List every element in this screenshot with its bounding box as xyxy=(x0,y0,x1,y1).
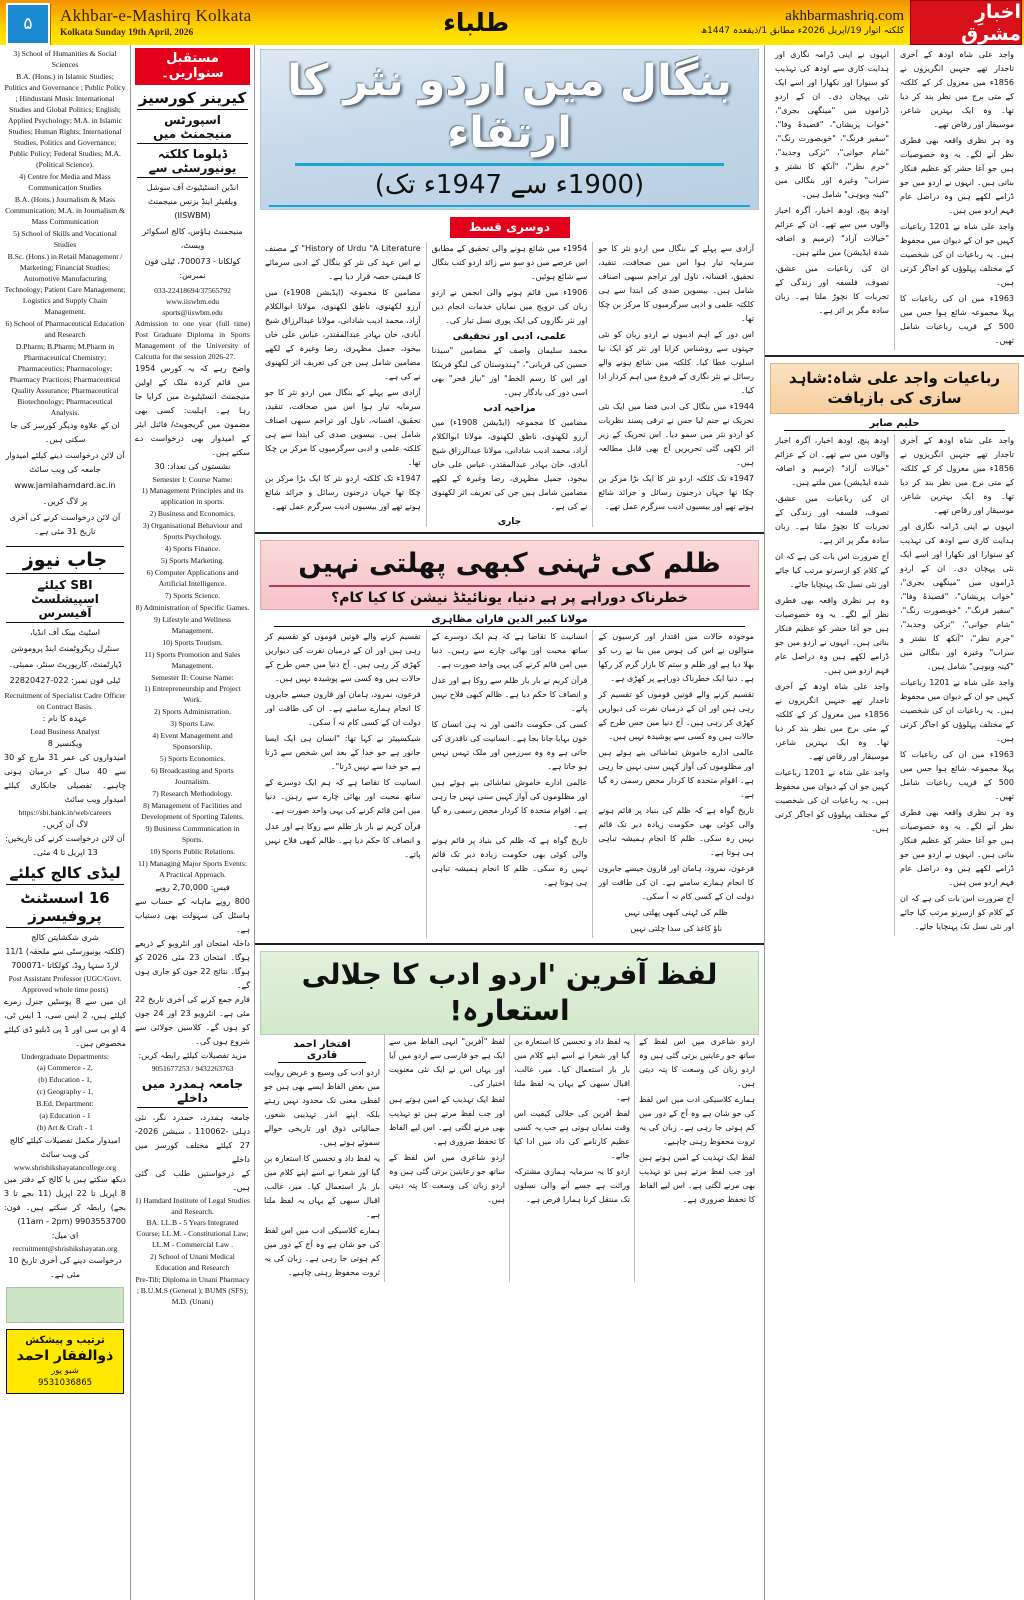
rubaiyat-headline-box xyxy=(770,363,1019,414)
paragraph: 1947ء تک کلکتہ اردو نثر کا ایک بڑا مرکز بن چکا تھا جہاں درجنوں رسائل و جرائد شائع ہوتے تھے اور بیسیوں ادیب سرگرم عمل تھے۔ xyxy=(264,474,421,512)
paragraph: انہوں نے اپنی ڈرامہ نگاری اور ہدایت کاری سے اودھ کی تہذیب کو سنوارا اور نکھارا اور اسے ایک نئی پہچان دی۔ ان کے اردو ڈراموں میں "مینگھی بجری"، "خواب پریشاں"، "قصیدۂ وفا"، "سفیر فرنگ"، "خوبصورت رنگ"، "شام جوانی"، "ترکی وجدید"، "جرم نظر"، "آنکھ کا نشتر و سراب" وغیرہ اور بنگالی میں "کینہ ویوہی" شامل ہیں۔ xyxy=(775,50,889,199)
paragraph: ان کی رباعیات میں عشق، تصوف، فلسفہ اور زندگی کے تجربات کا نچوڑ ملتا ہے۔ زبان سادہ مگر پر اثر ہے۔ xyxy=(775,264,889,315)
paragraph: واجد علی شاہ نے 1201 رباعیات کہیں جو ان کے دیوان میں محفوظ ہیں۔ یہ رباعیات ان کی شخصیت کے مختلف پہلوؤں کو اجاگر کرتی ہیں۔ xyxy=(900,222,1014,287)
paragraph: آزادی سے پہلے کے بنگال میں اردو نثر کا جو سرمایہ تیار ہوا اس میں صحافت، تنقید، تحقیق، افسانہ، ناول اور تراجم سبھی اصناف شامل ہیں۔ بیسویں صدی کی ابتدا سے ہی کلکتہ علمی و ادبی سرگرمیوں کا مرکز بن چکا تھا۔ xyxy=(598,244,754,324)
seats-count: نشستوں کی تعداد: 30 xyxy=(154,462,231,471)
paragraph: انسانیت کا تقاضا ہے کہ ہم ایک دوسرے کے ساتھ محبت اور بھائی چارے سے رہیں۔ دنیا میں امن قائم کرنے کی یہی واحد صورت ہے۔ xyxy=(431,631,588,669)
jamia-course-list xyxy=(135,1217,250,1307)
department-item: (a) Education - 1 xyxy=(39,1111,91,1120)
rubaiyat-paragraphs xyxy=(775,434,889,836)
website-link[interactable]: akhbarmashriq.com xyxy=(785,7,904,24)
oppression-paragraphs xyxy=(265,630,421,862)
paragraph: واجد علی شاہ اودھ کے آخری تاجدار تھے جنہیں انگریزوں نے 1856ء میں معزول کر کے کلکتہ کے متی برج میں نظر بند کر دیا تھا۔ وہ ایک بہترین شاعر، موسیقار اور رقاص تھے۔ xyxy=(775,681,889,761)
department-item: (b) Education - 1, xyxy=(38,1075,92,1084)
course-item: 9) Business Communication in Sports. xyxy=(145,824,240,844)
right-top-column-1 xyxy=(894,48,1019,350)
course-item: 4) Event Management and Sponsorship. xyxy=(152,731,233,751)
page-number-badge xyxy=(6,3,50,45)
paragraph: فرعون، نمرود، ہامان اور قارون جیسے جابروں کا انجام ہمارے سامنے ہے۔ ان کی طاقت اور دولت ان کے کسی کام نہ آ سکی۔ xyxy=(598,863,754,901)
paragraph: واجد علی شاہ نے 1201 رباعیات کہیں جو ان کے دیوان میں محفوظ ہیں۔ یہ رباعیات ان کی شخصیت کے مختلف پہلوؤں کو اجاگر کرتی ہیں۔ xyxy=(775,767,889,833)
right-top-text xyxy=(765,45,1024,350)
paragraph: 1954ء میں شائع ہونے والی تحقیق کے مطابق اس عرصے میں دو سو سے زائد اردو کتب بنگال سے شائع ہوئیں۔ xyxy=(431,244,588,282)
institute-phone[interactable]: 033-22418694/37565792 xyxy=(154,286,231,295)
rubaiyat-body-columns xyxy=(770,434,1019,936)
course-item: 5) School of Skills and Vocational Studies xyxy=(13,229,117,249)
email-address[interactable]: recruitment@shrishikshayatan.org xyxy=(12,1244,118,1253)
article-rubaiyat xyxy=(765,363,1024,936)
sbi-last-date: آن لائن درخواست کرنے کی تاریخیں: 13 اپریل تا 4 مئی۔ xyxy=(5,834,125,857)
credits-city: شیو پور xyxy=(51,1366,79,1376)
lafz-paragraphs xyxy=(264,1066,380,1280)
paragraph: واجد علی شاہ نے 1201 رباعیات کہیں جو ان کے دیوان میں محفوظ ہیں۔ یہ رباعیات ان کی شخصیت کے مختلف پہلوؤں کو اجاگر کرتی ہیں۔ xyxy=(900,677,1014,743)
couplet-line: ناؤ کاغذ کی سدا چلتی نہیں xyxy=(630,923,722,933)
paragraph: تاریخ گواہ ہے کہ ظلم کی بنیاد پر قائم ہونے والی کوئی بھی حکومت زیادہ دیر تک قائم نہیں رہ سکی۔ ظلم کا انجام ہمیشہ تباہی ہی ہوتا ہے۔ xyxy=(598,805,754,857)
department-heading: Undergraduate Departments: xyxy=(21,1052,109,1061)
newspaper-logo-label: اخبارِ مشرق xyxy=(961,0,1021,45)
sbi-careers-url[interactable]: https://sbi.bank.in/web/careers xyxy=(18,808,112,817)
column-main-features xyxy=(255,45,765,1600)
course-item: 4) Sports Finance. xyxy=(164,544,221,553)
paragraph: 1963ء میں ان کی رباعیات کا پہلا مجموعہ شائع ہوا جس میں 500 کے قریب رباعیات شامل تھیں۔ xyxy=(900,294,1014,345)
lead-body-columns xyxy=(260,242,759,527)
lady-college-reservation: ان میں سے 8 پوسٹیں جنرل زمرے کیلئے ہیں، 2 ایس سی، 1 ایس ٹی، 4 او بی سی اور 1 پی ڈبلیو ڈی کیلئے مخصوص ہیں۔ xyxy=(4,997,127,1048)
course-item: 5) Sports Marketing. xyxy=(160,556,225,565)
course-item: 11) Sports Promotion and Sales Management. xyxy=(144,650,241,670)
section-divider-3 xyxy=(765,355,1024,357)
paragraph: 1947ء تک کلکتہ اردو نثر کا ایک بڑا مرکز بن چکا تھا جہاں درجنوں رسائل و جرائد شائع ہوتے تھے اور بیسیوں ادیب سرگرم عمل تھے۔ xyxy=(598,474,754,512)
paragraph: وہ ہر نظری واقعہ بھی فطری نظر آنے لگے۔ یہ وہ خصوصیات ہیں جو آغا حشر کو عظیم فنکار بناتی ہیں۔ انہوں نے اردو میں جو ڈرامے لکھے ہیں وہ دراصل عام فہم اردو میں ہیں۔ xyxy=(900,807,1014,887)
paragraph: انسانیت کا تقاضا ہے کہ ہم ایک دوسرے کے ساتھ محبت اور بھائی چارے سے رہیں۔ دنیا میں امن قائم کرنے کی یہی واحد صورت ہے۔ xyxy=(264,777,421,815)
paragraph: لفظ آفرین کی جلالی کیفیت اس وقت نمایاں ہوتی ہے جب یہ کسی عظیم کارنامے کی داد میں ادا کیا جائے۔ xyxy=(514,1109,630,1161)
course-item: 7) Sports Science. xyxy=(164,591,221,600)
course-item: BA. LL.B - 5 Years Integrated Course; LL.M. - Constitutional Law; LL.M - Commercial Law . xyxy=(136,1218,249,1249)
semester1-course-list xyxy=(135,485,250,671)
sbi-heading: SBI کیلئے اسپیشلسٹ آفیسرس xyxy=(6,578,124,623)
course-item: 8) Management of Facilities and Development of Sporting Talents. xyxy=(141,801,244,821)
paragraph: لفظ ایک تہذیب کے امین ہوتے ہیں اور جب لفظ مرتے ہیں تو تہذیب بھی مرنے لگتی ہے۔ اس لیے الفاظ کا تحفظ ضروری ہے۔ xyxy=(639,1153,755,1205)
lady-college-address: (کلکتہ یونیورسٹی سے ملحقہ) 11/1 لارڈ سنہا روڈ، کولکاتا -700071 xyxy=(5,947,125,970)
lady-college-post-title: Post Assistant Professor (UGC/Govt. Approved whole time posts) xyxy=(8,974,122,994)
section-divider-2 xyxy=(255,943,764,945)
note-line: ان کے علاوہ ودیگر کورسز کی جا سکتی ہیں۔ xyxy=(10,421,120,444)
course-item: 10) Sports Public Relations. xyxy=(149,847,236,856)
paragraph: وہ ہر نظری واقعہ بھی فطری نظر آنے لگے۔ یہ وہ خصوصیات ہیں جو آغا حشر کو عظیم فنکار بناتی ہیں۔ انہوں نے اردو میں جو ڈرامے لکھے ہیں وہ دراصل عام فہم اردو میں ہیں۔ xyxy=(900,136,1014,215)
oppression-headline: ظلم کی ٹہنی کبھی پھلتی نہیں xyxy=(298,548,721,580)
jamia-legal-heading: 1) Hamdard Institute of Legal Studies and Research. xyxy=(135,1196,250,1216)
lead-paragraphs xyxy=(432,416,588,514)
paragraph: شیکسپیئر نے کہا تھا: "انسان ہی ایک ایسا جانور ہے جو خدا کے بعد اس شخص سے ڈرتا ہے جو خدا سے نہیں ڈرتا"۔ xyxy=(264,733,421,771)
paragraph: محمد سلیمان واصف کے مضامین "سیدنا حسین کی قربانی"، "ہندوستان کی لنگو فرینکا اور اس کا رسم الخط" اور "نیاز فجر" بھی اسی دور کی یادگار ہیں۔ xyxy=(431,346,588,398)
lafz-paragraphs xyxy=(514,1035,630,1207)
eligibility-note: واضح رہے کہ یہ کورس 1954 میں قائم کردہ ملک کے اولین منیجمنٹ انسٹیٹیوٹ میں کرایا جا رہا ہے۔ اہلیت: کسی بھی مضمون میں گریجویٹ/ فائنل ایئر کے امیدوار بھی درخواست دے سکتے ہیں۔ xyxy=(135,364,250,457)
continued-label: جاری xyxy=(497,517,522,528)
credits-label: ترتیب و پیشکش xyxy=(25,1335,105,1346)
paragraph: اس دور کے اہم ادیبوں نے اردو زبان کو نئی جہتوں سے روشناس کرایا اور نثر کو ایک نیا اسلوب عطا کیا۔ کلکتہ میں شائع ہونے والے رسائل نے نثر نگاری کے فروغ میں اہم کردار ادا کیا۔ xyxy=(598,330,754,396)
contact-label: مزید تفصیلات کیلئے رابطہ کریں: xyxy=(138,1051,247,1060)
article-lafz-aafreen xyxy=(255,951,764,1283)
credits-box xyxy=(6,1329,124,1394)
paragraph: آج ضرورت اس بات کی ہے کہ ان کے کلام کو ازسرنو مرتب کیا جائے اور نئی نسل تک پہنچایا جائے۔ xyxy=(900,893,1014,931)
paragraph: ان کی رباعیات میں عشق، تصوف، فلسفہ اور زندگی کے تجربات کا نچوڑ ملتا ہے۔ زبان سادہ مگر پر اثر ہے۔ xyxy=(775,493,889,545)
paragraph: کسی کی حکومت دائمی اور نہ ہی انسان کا خون بہایا جانا بجا ہے۔ انسانیت کی ناقدری کی جاتی ہے وہ وہ سرزمین اور ملک تہس نہس ہو جاتا ہے۔ xyxy=(431,719,588,771)
jamia-website-link[interactable]: www.jamiahamdard.ac.in xyxy=(14,481,116,490)
paragraph: فرعون، نمرود، ہامان اور قارون جیسے جابروں کا انجام ہمارے سامنے ہے۔ ان کی طاقت اور دولت ان کے کسی کام نہ آ سکی۔ xyxy=(264,689,421,727)
sbi-age-criteria: امیدواروں کی عمر 31 مارچ کو 30 سے 40 سال کے درمیان ہونی چاہیے۔ تفصیلی جانکاری کیلئے امیدوار ویب سائٹ xyxy=(4,753,127,804)
hostel-note: 800 روپے ماہانہ کے حساب سے ہاسٹل کی سہولت بھی دستیاب ہے۔ xyxy=(135,897,250,934)
department-item: B.Ed. Department: xyxy=(36,1099,94,1108)
masthead xyxy=(0,0,1024,45)
paragraph: ہمارے کلاسیکی ادب میں اس لفظ کی جو شان ہے وہ آج کے دور میں کم ہوتی جا رہی ہے۔ زبان کی یہ ثروت محفوظ رہنی چاہیے۔ xyxy=(639,1095,755,1147)
lead-title-box xyxy=(260,49,759,210)
course-item: 11) Managing Major Sports Events: A Practical Approach. xyxy=(138,859,247,879)
paragraph: قرآن کریم نے بار بار ظلم سے روکا ہے اور عدل و انصاف کا حکم دیا ہے۔ ظالم کبھی فلاح نہیں پاتے۔ xyxy=(264,821,421,859)
paragraph: عالمی ادارے خاموش تماشائی بنے ہوئے ہیں اور مظلوموں کی آواز کہیں سنی نہیں جا رہی ہے۔ اقوام متحدہ کا کردار محض رسمی رہ گیا ہے۔ xyxy=(598,747,754,799)
sports-management-heading: اسپورٹس منیجمنٹ میں xyxy=(137,113,248,144)
course-item: 3) School of Humanities & Social Sciences xyxy=(13,49,117,69)
installment-badge: دوسری قسط xyxy=(450,217,570,238)
paragraph: لفظ ایک تہذیب کے امین ہوتے ہیں اور جب لفظ مرتے ہیں تو تہذیب بھی مرنے لگتی ہے۔ اس لیے الفاظ کا تحفظ ضروری ہے۔ xyxy=(389,1095,505,1147)
lead-column-3 xyxy=(260,242,426,527)
rubaiyat-paragraphs xyxy=(900,434,1014,934)
lead-subhead-2: مزاحیہ ادب xyxy=(483,403,536,415)
paragraph: آج ضرورت اس بات کی ہے کہ ان کے کلام کو ازسرنو مرتب کیا جائے اور نئی نسل تک پہنچایا جائے۔ xyxy=(775,551,889,589)
article-oppression xyxy=(255,540,764,937)
paragraph: انہوں نے اپنی ڈرامہ نگاری اور ہدایت کاری سے اودھ کی تہذیب کو سنوارا اور نکھارا اور اسے ایک نئی پہچان دی۔ ان کے اردو ڈراموں میں "مینگھی بجری"، "خواب پریشاں"، "قصیدۂ وفا"، "سفیر فرنگ"، "خوبصورت رنگ"، "شام جوانی"، "ترکی وجدید"، "جرم نظر"، "آنکھ کا نشتر و سراب" وغیرہ اور بنگالی میں "کینہ ویوہی" شامل ہیں۔ xyxy=(900,521,1014,671)
lafz-body-columns xyxy=(260,1035,759,1282)
course-item: 8) Administration of Specific Games. xyxy=(135,603,250,612)
sbi-designation-label: عہدہ کا نام : xyxy=(42,714,88,723)
address-line: انڈین انسٹیٹیوٹ آف سوشل ویلفیئر اینڈ بزنس منیجمنٹ (IISWBM) xyxy=(146,183,239,220)
lafz-column-3 xyxy=(384,1035,509,1282)
paragraph: ہمارے کلاسیکی ادب میں اس لفظ کی جو شان ہے وہ آج کے دور میں کم ہوتی جا رہی ہے۔ زبان کی یہ ثروت محفوظ رہنی چاہیے۔ xyxy=(264,1226,380,1278)
paragraph: History of Urdu "A Literature" کے مصنف نے اس عہد کی نثر کو بنگال کے ادبی سرمائے کا قیمتی حصہ قرار دیا ہے۔ xyxy=(264,244,421,282)
paragraph: تقسیم کرنے والے قوتیں قوموں کو تقسیم کر رہی ہیں اور ان کے درمیان نفرت کی دیواریں کھڑی کر رہی ہیں۔ آج دنیا میں جس طرح کے حالات ہیں وہ کسی سے پوشیدہ نہیں ہیں۔ xyxy=(598,689,754,741)
section-title xyxy=(251,8,700,37)
column-classifieds-1 xyxy=(0,45,131,1600)
sbi-vacancy-count: ویکنسیز 8 xyxy=(47,739,83,748)
paragraph: اودھ پنچ، اودھ اخبار، آگرہ اخبار والوں میں سے تھے۔ ان کے عزائم "خیالات آزاد" (ترمیم و اضافہ شدہ ایڈیشن) میں ملتے ہیں۔ xyxy=(775,435,889,487)
course-item: 1) Management Principles and its application in sports. xyxy=(141,486,244,506)
headline-underline-2 xyxy=(269,205,750,208)
rubaiyat-column-1 xyxy=(894,434,1019,936)
oppression-column-1 xyxy=(592,630,759,938)
phone-line[interactable]: ٹیلی فون نمبر: 022-22820427 xyxy=(9,676,121,685)
diploma-heading: ڈپلوما کلکتہ یونیورسٹی سے xyxy=(137,147,248,178)
oppression-author: مولانا کبیر الدین فاران مظاہری xyxy=(274,614,745,627)
semester2-heading: Semester II: Course Name: xyxy=(151,673,234,682)
masthead-right xyxy=(701,7,904,38)
right-top-columns xyxy=(770,48,1019,350)
lead-paragraphs xyxy=(432,242,588,328)
paragraph: موجودہ حالات میں اقتدار اور کرسیوں کے متوالوں نے اس کی ہوس میں بنا نے رب کو بھلا دیا ہے اور ظلم و ستم کا بازار گرم کر رکھا ہے۔ دنیا ایک خطرناک دوراہے پر کھڑی ہے۔ xyxy=(598,631,754,683)
lafz-headline: لفظ آفرین 'اردو ادب کا جلالی استعارہ! xyxy=(301,957,718,1027)
paragraph: 1906ء میں قائم ہونے والی انجمن نے اردو زبان کی ترویج میں نمایاں خدمات انجام دیں اور نثر نگاروں کی ایک پوری نسل تیار کی۔ xyxy=(431,288,588,326)
lafz-author: افتخار احمد قادری xyxy=(278,1039,366,1063)
address-line: اسٹیٹ بینک آف انڈیا، xyxy=(30,628,100,637)
course-item: 10) Sports Tourism. xyxy=(162,638,223,647)
course-item: D.Pharm; B.Pharm; M.Pharm in Pharmaceutical Chemistry; Pharmaceutics; Pharmacology; Pharmacy Practices; Pharmaceutical Quality Assurance; Pharmaceutical Biotechnology; Pharmaceutical Analysis. xyxy=(9,342,121,417)
credits-name: ذوالفقار احمد xyxy=(16,1348,114,1364)
institute-website[interactable]: www.iiswbm.edu xyxy=(165,297,220,306)
sbi-url-note: لاگ آن کریں۔ xyxy=(41,820,89,829)
course-item: 2) School of Unani Medical Education and Research xyxy=(150,1252,235,1272)
semester1-heading: Semester I: Course Name: xyxy=(152,475,233,484)
lafz-headline-box xyxy=(260,951,759,1036)
paragraph: یہ لفظ داد و تحسین کا استعارہ بن گیا اور شعرا نے اسے اپنے کلام میں بار بار استعمال کیا۔ میر، غالب، اقبال سبھی کے یہاں یہ لفظ ملتا ہے۔ xyxy=(264,1154,380,1220)
lead-paragraphs xyxy=(598,242,754,514)
note-line: آن لائن درخواست کرنے کی آخری تاریخ 31 مئی ہے۔ xyxy=(9,513,121,536)
oppression-subheadline: خطرناک دوراہے پر ہے دنیا، یونائیٹڈ نیشن کا کیا کام؟ xyxy=(331,589,688,606)
jamia-admissions-heading: جامعہ ہمدرد میں داخلے xyxy=(137,1077,248,1108)
paragraph: وہ ہر نظری واقعہ بھی فطری نظر آنے لگے۔ یہ وہ خصوصیات ہیں جو آغا حشر کو عظیم فنکار بناتی ہیں۔ انہوں نے اردو میں جو ڈرامے لکھے ہیں وہ دراصل عام فہم اردو میں ہیں۔ xyxy=(775,595,889,675)
oppression-body-columns xyxy=(260,630,759,938)
oppression-closing-couplet xyxy=(598,906,754,936)
sbi-designation: Lead Business Analyst xyxy=(30,727,100,736)
paragraph: آزادی سے پہلے کے بنگال میں اردو نثر کا جو سرمایہ تیار ہوا اس میں صحافت، تنقید، تحقیق، افسانہ، ناول اور تراجم سبھی اصناف شامل ہیں۔ بیسویں صدی کی ابتدا سے ہی کلکتہ علمی و ادبی سرگرمیوں کا مرکز بن چکا تھا۔ xyxy=(264,388,421,468)
course-item: 6) School of Pharmaceutical Education and Research xyxy=(5,319,125,339)
lady-college-website[interactable]: www.shrishikshayatancollege.org xyxy=(13,1163,117,1172)
rubaiyat-headline: رباعیات واجد علی شاہ:شاہد سازی کی بازیافت xyxy=(788,369,1001,408)
course-list-humanities xyxy=(4,48,126,418)
paragraph: مضامین کا مجموعہ (ایڈیشن 1908ء) میں آرزو لکھنوی، ناطق لکھنوی، مولانا ابوالکلام آزاد، محمد ادیب شادانی، مولانا عبدالرزاق شیخ آبادی، خان بہادر عبدالمقتدر، عباس علی خاں بیخود، جمیل مظہری، رضا وغیرہ کے لکھے مضامین شامل ہیں جن کی تعریف اثر لکھنوی نے کی ہے۔ xyxy=(264,288,421,382)
paragraph: عالمی ادارے خاموش تماشائی بنے ہوئے ہیں اور مظلوموں کی آواز کہیں سنی نہیں جا رہی ہے۔ اقوام متحدہ کا کردار محض رسمی رہ گیا ہے۔ xyxy=(431,777,588,829)
paragraph: تقسیم کرنے والے قوتیں قوموں کو تقسیم کر رہی ہیں اور ان کے درمیان نفرت کی دیواریں کھڑی کر رہی ہیں۔ آج دنیا میں جس طرح کے حالات ہیں وہ کسی سے پوشیدہ نہیں ہیں۔ xyxy=(264,631,421,683)
jamia-intro: جامعہ ہمدرد، حمدرد نگر، نئی دہلی -110062 ، سیشن 2026-27 کیلئے مختلف کورسز میں داخلے xyxy=(135,1113,250,1164)
sbi-post-title: Recruitment of Specialist Cadre Officer on Contract Basis. xyxy=(4,691,126,711)
rubaiyat-intro-paragraphs xyxy=(775,48,889,318)
oppression-headline-box xyxy=(260,540,759,609)
course-item: B.A. (Hons.) Journalism & Mass Communication; M.A. in Journalism & Mass Communication xyxy=(5,195,125,226)
semester2-course-list xyxy=(135,683,250,880)
course-item: 4) Centre for Media and Mass Communication Studies xyxy=(19,172,111,192)
course-item: 3) Organisational Behaviour and Sports Psychology. xyxy=(142,521,243,541)
course-item: B.A. (Hons.) in Islamic Studies; Politics and Governance ; Public Policy ; Hindustani Music International Studies and Global Politics; English; Applied Psychology; M.A. in Islamic Studies; Human Rights; International Studies, Politics and Governance; Public Policy; Federal Studies; M.A. (Political Science). xyxy=(4,72,126,169)
jamia-intro-2: کے درخواستیں طلب کی گئی ہیں۔ xyxy=(135,1169,250,1192)
email-label: ای میل: xyxy=(51,1231,79,1240)
edition-date-en: Kolkata Sunday 19th April, 2026 xyxy=(60,27,194,38)
note-line: پر لاگ کریں۔ xyxy=(42,497,88,506)
career-courses-heading: کیرینر کورسیز xyxy=(137,89,248,110)
lafz-column-2 xyxy=(509,1035,634,1282)
masthead-left xyxy=(60,6,251,38)
rubaiyat-author: حلیم صابر xyxy=(784,418,1005,431)
institute-email[interactable]: sports@iiswbm.edu xyxy=(162,308,223,317)
page-number-label: ۵ xyxy=(23,14,33,34)
department-item: (c) Geography - 1, xyxy=(36,1087,94,1096)
paragraph: اردو ادب کی وسیع و عریض روایت میں بعض الفاظ ایسے بھی ہیں جو لفظی معنی تک محدود نہیں رہتے بلکہ اپنے اندر تہذیبی شعور، جمالیاتی ذوق اور تاریخی حوالے سموئے ہوتے ہیں۔ xyxy=(264,1068,380,1148)
oppression-column-2 xyxy=(426,630,593,938)
paragraph: یہ لفظ داد و تحسین کا استعارہ بن گیا اور شعرا نے اسے اپنے کلام میں بار بار استعمال کیا۔ میر، غالب، اقبال سبھی کے یہاں یہ لفظ ملتا ہے۔ xyxy=(514,1037,630,1103)
note-line: آن لائن درخواست دینے کیلئے امیدوار جامعہ کی ویب سائٹ xyxy=(5,451,125,474)
department-item: (b) Art & Craft - 1 xyxy=(37,1123,93,1132)
lady-college-heading: لیڈی کالج کیلئے xyxy=(6,864,124,885)
lead-paragraphs xyxy=(432,344,588,400)
career-banner: مستقبل سنواریں۔ xyxy=(135,48,250,85)
paper-title: Akhbar-e-Mashirq Kolkata xyxy=(60,6,252,26)
column-classifieds-2 xyxy=(131,45,255,1600)
apply-deadline: درخواست دینے کی آخری تاریخ 10 مئی ہے۔ xyxy=(8,1256,122,1279)
paragraph: اردو شاعری میں اس لفظ کے ساتھ جو رعایتیں برتی گئی ہیں وہ اردو زبان کی وسعت کا پتہ دیتی ہیں۔ xyxy=(389,1153,505,1205)
course-item: 6) Computer Applications and Artificial Intelligence. xyxy=(146,568,239,588)
paragraph: واجد علی شاہ اودھ کے آخری تاجدار تھے جنہیں انگریزوں نے 1856ء میں معزول کر کے کلکتہ کے متی برج میں نظر بند کر دیا تھا۔ وہ ایک بہترین شاعر، موسیقار اور رقاص تھے۔ xyxy=(900,435,1014,515)
department-item: (a) Commerce - 2, xyxy=(37,1063,93,1072)
paragraph: اردو شاعری میں اس لفظ کے ساتھ جو رعایتیں برتی گئی ہیں وہ اردو زبان کی وسعت کا پتہ دیتی ہیں۔ xyxy=(639,1037,755,1089)
lafz-column-4 xyxy=(260,1035,384,1282)
paragraph: لفظ "آفرین" انہی الفاظ میں سے ایک ہے جو فارسی سے اردو میں آیا اور یہاں اس نے ایک نئی معنویت اختیار کی۔ xyxy=(389,1037,505,1089)
column-right-feature xyxy=(765,45,1024,1600)
lead-subheadline: (1900ء سے 1947ء تک) xyxy=(374,169,645,200)
lead-paragraphs xyxy=(265,242,421,514)
contact-phones[interactable]: 9051677253 / 9432263763 xyxy=(151,1064,234,1073)
paragraph: اودھ پنچ، اودھ اخبار، آگرہ اخبار والوں میں سے تھے۔ ان کے عزائم "خیالات آزاد" (ترمیم و اضافہ شدہ ایڈیشن) میں ملتے ہیں۔ xyxy=(775,206,889,257)
sbi-address-block xyxy=(4,626,126,688)
jamia-apply-notes xyxy=(4,419,126,539)
address-line: سنٹرل ریکروٹمنٹ اینڈ پروموشن xyxy=(10,644,120,653)
lady-college-apply-note: امیدوار مکمل تفصیلات کیلئے کالج کی ویب سائٹ xyxy=(9,1136,121,1159)
address-line: کولکاتا - 700073، ٹیلی فون نمبرس: xyxy=(144,257,241,280)
page-body xyxy=(0,45,1024,1600)
paragraph: 1944ء میں بنگال کی ادبی فضا میں ایک نئی تحریک نے جنم لیا جس نے ترقی پسند نظریات کو اردو نثر میں سمو دیا۔ اس تحریک کے زیر اثر لکھی گئی تحریریں آج بھی قابل مطالعہ ہیں۔ xyxy=(598,402,754,468)
lead-subhead-1: علمی، ادبی اور تحقیقی xyxy=(452,331,567,343)
paragraph: 1963ء میں ان کی رباعیات کا پہلا مجموعہ شائع ہوا جس میں 500 کے قریب رباعیات شامل تھیں۔ xyxy=(900,749,1014,801)
course-item: 2) Business and Economics. xyxy=(149,509,236,518)
oppression-paragraphs xyxy=(598,630,754,904)
rubaiyat-column-2 xyxy=(770,434,894,936)
right-top-column-2 xyxy=(770,48,894,350)
paragraph: واجد علی شاہ اودھ کے آخری تاجدار تھے جنہیں انگریزوں نے 1856ء میں معزول کر کے کلکتہ کے متی برج میں نظر بند کر دیا تھا۔ وہ ایک بہترین شاعر، موسیقار اور رقاص تھے۔ xyxy=(900,50,1014,129)
course-item: 9) Lifestyle and Wellness Management. xyxy=(153,615,232,635)
course-item: 1) Entrepreneurship and Project Work. xyxy=(144,684,241,704)
address-line: ڈپارٹمنٹ، کارپوریٹ سنٹر، ممبئی۔ xyxy=(8,660,122,669)
lady-college-posts: 16 اسسٹنٹ پروفیسرز xyxy=(6,889,124,928)
paragraph: تاریخ گواہ ہے کہ ظلم کی بنیاد پر قائم ہونے والی کوئی بھی حکومت زیادہ دیر تک قائم نہیں رہ سکی۔ ظلم کا انجام ہمیشہ تباہی ہی ہوتا ہے۔ xyxy=(431,835,588,887)
lady-college-contact: دیکھ سکتے ہیں یا کالج کے دفتر میں 8 اپریل تا 22 اپریل (11 بجے تا 3 بجے) رابطہ کر سکتے ہیں۔ فون: 9903553700 (11am - 2pm) xyxy=(4,1175,126,1226)
paragraph: قرآن کریم نے بار بار ظلم سے روکا ہے اور عدل و انصاف کا حکم دیا ہے۔ ظالم کبھی فلاح نہیں پاتے۔ xyxy=(431,675,588,713)
paragraph: مضامین کا مجموعہ (ایڈیشن 1908ء) میں آرزو لکھنوی، ناطق لکھنوی، مولانا ابوالکلام آزاد، محمد ادیب شادانی، مولانا عبدالرزاق شیخ آبادی، خان بہادر عبدالمقتدر، عباس علی خاں بیخود، جمیل مظہری، رضا وغیرہ کے لکھے مضامین شامل ہیں جن کی تعریف اثر لکھنوی نے کی ہے۔ xyxy=(431,418,588,512)
institute-address xyxy=(135,181,250,283)
address-line: منیجمنٹ ہاؤس، کالج اسکوائر ویسٹ، xyxy=(142,227,243,250)
headline-rule xyxy=(269,585,750,587)
admission-notice: Admission to one year (full time) Post Graduate Diploma in Sports Management of the University of Calcutta for the session 2026-27. xyxy=(135,319,250,361)
headline-underline xyxy=(295,163,724,166)
paragraph: اردو کا یہ سرمایہ ہماری مشترکہ وراثت ہے جسے آنے والی نسلوں تک منتقل کرنا ہمارا فرض ہے۔ xyxy=(514,1167,630,1205)
decorative-green-block xyxy=(6,1287,124,1323)
newspaper-logo xyxy=(910,0,1022,45)
section-divider xyxy=(255,532,764,534)
job-news-heading: جاب نیوز xyxy=(6,546,124,574)
section-title-label: طلباء xyxy=(443,8,510,37)
course-item: 5) Sports Economics. xyxy=(159,754,226,763)
oppression-column-3 xyxy=(260,630,426,938)
lafz-paragraphs xyxy=(389,1035,505,1207)
lead-column-2 xyxy=(426,242,593,527)
oppression-paragraphs xyxy=(432,630,588,890)
course-item: 7) Research Methodology. xyxy=(152,789,233,798)
lady-college-name: شری شکشایتن کالج xyxy=(31,933,99,942)
department-list xyxy=(4,1062,126,1133)
credits-phone[interactable]: 9531036865 xyxy=(37,1378,93,1388)
couplet-line: ظلم کی ٹہنی کبھی پھلتی نہیں xyxy=(624,907,728,917)
course-item: Pre-Tib; Diploma in Unani Pharmacy ; B.U.M.S (General ); BUMS (SFS); M.D. (Unani) xyxy=(135,1275,250,1306)
lead-story xyxy=(255,45,764,527)
course-item: 3) Sports Law. xyxy=(170,719,215,728)
rubaiyat-intro-paragraphs xyxy=(900,48,1014,348)
course-item: B.Sc. (Hons.) in Retail Management / Marketing; Financial Studies; Automotive Manufacturing Technology; Patient Care Management; Logistics and Supply Chain Management. xyxy=(4,252,126,316)
course-fee: فیس: 2,70,000 روپے xyxy=(155,883,230,892)
course-item: 2) Sports Administration. xyxy=(154,707,231,716)
lafz-column-1 xyxy=(634,1035,759,1282)
course-item: 6) Broadcasting and Sports Journalism. xyxy=(151,766,234,786)
entrance-exam-note: داخلہ امتحان اور انٹرویو کے ذریعے ہوگا۔ امتحان 23 مئی 2026 کو ہوگا۔ نتائج 22 جون کو جاری ہوں گے۔ xyxy=(135,939,250,990)
lafz-paragraphs xyxy=(639,1035,755,1207)
form-submission-note: فارم جمع کرنے کی آخری تاریخ 22 مئی ہے۔ انٹرویو 23 اور 24 جون کو ہوں گے۔ کلاسیں جولائی سے شروع ہوں گی۔ xyxy=(135,995,250,1046)
lead-headline: بنگال میں اردو نثر کا ارتقاء xyxy=(287,56,732,159)
lead-column-1 xyxy=(592,242,759,527)
edition-date-ur: کلکتہ اتوار 19/اپریل 2026ء مطابق 1/ذیقعدہ 1447ھ xyxy=(700,26,904,37)
